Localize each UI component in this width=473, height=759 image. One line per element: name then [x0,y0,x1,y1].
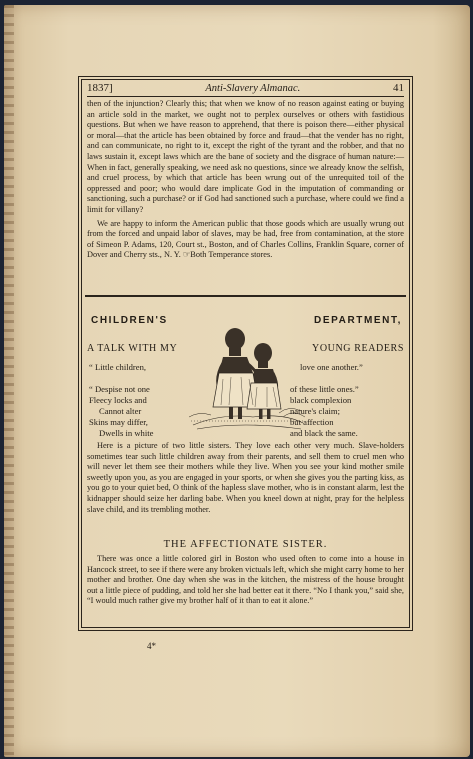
header-year: 1837] [87,82,113,94]
poem-left-line: “ Little children, [89,362,147,372]
running-header [87,80,404,97]
poem-left-line: Cannot alter [99,406,142,416]
poem-right-line: black complexion [290,395,352,405]
poem-right-line: love one another.” [300,362,363,372]
signature-mark: 4* [147,641,156,651]
poem-left-line: “ Despise not one [89,384,150,394]
page-binding-edge [4,5,14,757]
dept-heading-left: CHILDREN'S [91,315,168,326]
childrens-paragraph: Here is a picture of two little sisters. They love each other very much. Slave-holders sometimes tear such little children away from their parents, and sell them to cruel men who will never let them see their mothers while they live. When you see your kind mother smile sweetly upon you, as you are engaged in your sports, or when she gives you the parting kiss, as you go to your quiet bed, O think of the hapless slave mother, who is in constant alarm, lest the kidnapper should seize her darling babe. When you kneel down at night, pray for the helpless slave child, and its trembling mother. [87,441,404,514]
talk-heading-right: YOUNG READERS [312,343,404,354]
story-heading: THE AFFECTIONATE SISTER. [163,539,328,550]
poem-right-line [290,373,402,384]
poem-left-line [89,373,189,384]
poem-left-line: Fleecy locks and [89,395,147,405]
header-title: Anti-Slavery Almanac. [205,82,301,94]
header-page-number: 41 [392,82,404,94]
top-text-block [87,99,404,261]
poem-left-column [89,362,189,439]
poem-right-line: and black the same. [290,428,358,438]
dept-heading-right: DEPARTMENT, [314,315,402,326]
poem-left-line: Skins may differ, [89,417,148,427]
childrens-body-text [87,441,404,515]
poem-right-line: of these little ones.” [290,384,359,394]
page-frame [78,76,413,631]
story-body-text [87,554,404,607]
story-paragraph: There was once a little colored girl in Boston who used often to come into a house in Hancock street, to see if there were any broken victuals left, which she might carry home to her mother and brother. One day when she was in the kitchen, the mistress of the house brought out a little piece of pudding, and told her she had better eat it there. “No I thank you,” said she, “I would much rather give my brother half of it than to eat it alone.” [87,554,404,606]
top-paragraph-1: then of the injunction? Clearly this; that when we know of no reason against eating or buying an article sold in the market, we ought not to perplex ourselves or others with fastidious questions. But when we have reason to apprehend, that there is poison there—either physical or moral—that the article has been obtained by force and fraud—that the vender has no right, and can communicate, no right to it, except the right of the tyrant and the robber, and that no laws sustain it, except laws which are the bane of society and the disgrace of human nature:—When in fact, generally speaking, we need ask no questions, since we already know the selfish, and cruel process, by which that article has been wrung out of the unrequited toil of the oppressed and poor; who would dare implicate God in the imputation of commanding or sanctioning, such a purchase? or if God had sanctioned such a purchase, where could we find a limit for villany? [87,99,404,214]
top-paragraph-2: We are happy to inform the American public that those goods which are usually wrung out from the forced and unpaid labor of slaves, may be had, free from contamination, at the store of Simeon P. Adams, 120, Court st., Boston, and of Charles Collins, Franklin Square, corner of Dover and Cherry sts., N. Y. ☞Both Temperance stores. [87,218,404,260]
poem-right-column [290,362,402,439]
poem-right-line: nature's claim; [290,406,340,416]
section-divider [85,295,406,297]
poem-left-line: Dwells in white [99,428,154,438]
almanac-page [4,5,470,757]
talk-heading-left: A TALK WITH MY [87,343,178,354]
poem-right-line: but affection [290,417,334,427]
